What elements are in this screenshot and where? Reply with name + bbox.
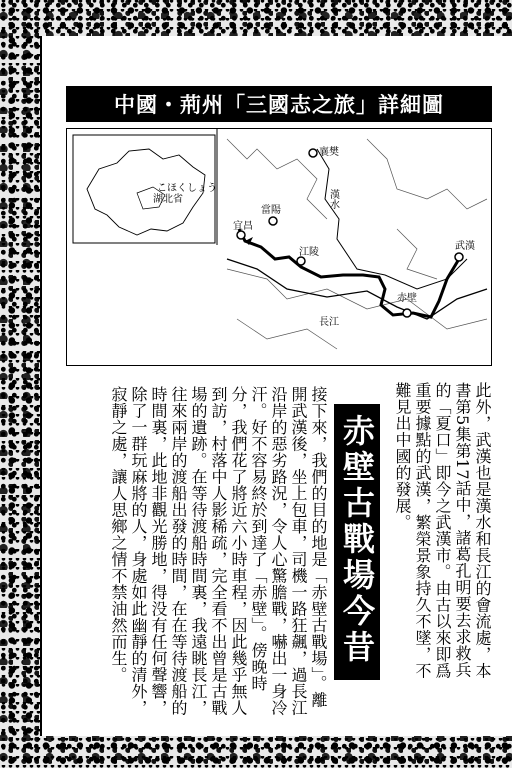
travel-route <box>239 229 459 317</box>
city-jiangling: 江陵 <box>299 247 319 258</box>
city-xiangfan-marker <box>309 149 317 157</box>
yangtze-river <box>227 259 487 319</box>
river-label-yangtze: 長江 <box>319 317 339 328</box>
section-heading-box <box>334 404 380 680</box>
route-map-drawing <box>67 129 493 367</box>
panel-edge <box>40 36 42 736</box>
city-yichang: 宜昌 <box>233 221 253 232</box>
section-heading: 赤壁古戰場今昔 <box>338 414 376 666</box>
han-river <box>317 149 467 289</box>
route-map <box>66 128 492 366</box>
page-title: 中國・荊州「三國志之旅」詳細圖 <box>66 86 492 122</box>
city-wuhan: 武漢 <box>455 241 475 252</box>
city-wuhan-marker <box>455 253 463 261</box>
main-paragraph: 接下來，我們的目的地是「赤壁古戰場」。離開武漢後，坐上包車，司機一路狂飆，過長江沿岸的惡劣路況，令人心驚膽戰，嚇出一身冷汗。好不容易終於到達了「赤壁」。傍晚時分，我們花了將近六小時車程，因此幾乎無人到訪，村落中人影稀疏，完全看不出曾是古戰場的遺跡。在等待渡船時間裏，我遠眺長江，往來兩岸的渡船出發的時間，在在等待渡船的時間裏，此地非觀光勝地，得没有任何聲響，除了一群玩麻將的人，身處如此幽靜的清外，寂靜之處，讓人思鄉之情不禁油然而生。 <box>109 386 328 716</box>
city-jiangling-marker <box>297 257 305 265</box>
river-label-han: 漢水 <box>327 189 339 209</box>
inset-label: 湖北省 <box>153 194 183 205</box>
terrain-contours <box>227 139 487 349</box>
city-markers <box>237 149 463 317</box>
city-dangyang: 當陽 <box>261 205 281 216</box>
intro-paragraph: 此外，武漢也是漢水和長江的會流處，本書第5集第17話中，諸葛孔明要去求救兵的「夏口」即今之武漢市。由古以來即爲重要據點的武漢，繁榮景象持久不墜，不難見出中國的發展。 <box>393 382 492 679</box>
inset-label-small: こほくしょう <box>157 183 217 194</box>
city-chibi: 赤壁 <box>397 293 417 304</box>
city-xiangfan: 襄樊 <box>319 147 339 158</box>
city-dangyang-marker <box>269 217 277 225</box>
city-yichang-marker <box>237 231 245 239</box>
city-chibi-marker <box>403 309 411 317</box>
